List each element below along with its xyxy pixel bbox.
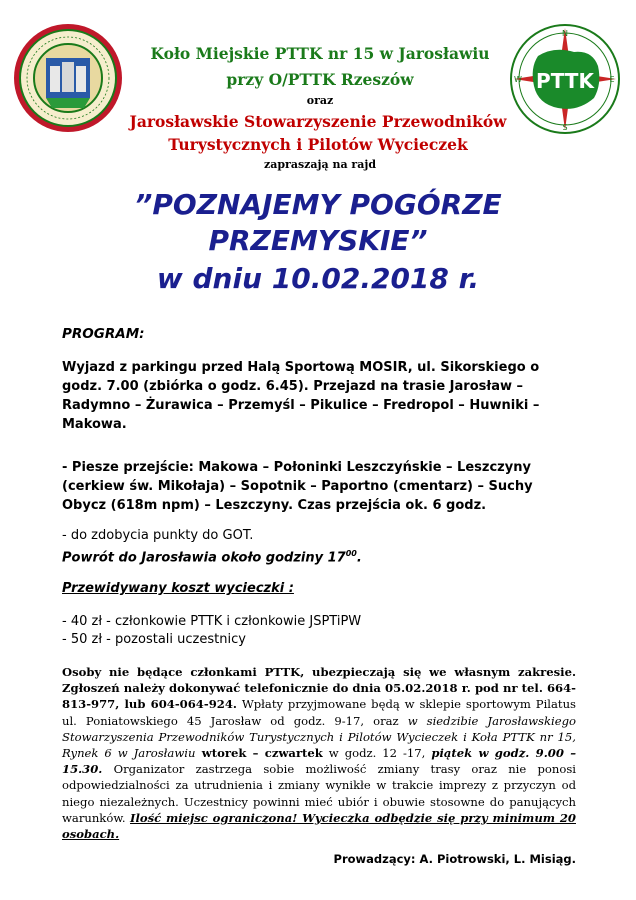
conjunction-text: oraz xyxy=(306,94,334,107)
svg-text:PTTK: PTTK xyxy=(536,69,594,93)
program-departure: Wyjazd z parkingu przed Halą Sportową MOSIR, ul. Sikorskiego o godz. 7.00 (zbiórka o godz. 6.45). Przejazd na trasie Jarosław – Radymno – Żurawica – Przemyśl – Pikulice – Fredropol – Huwniki – Makowa. xyxy=(62,360,540,432)
organizer-name-1: Koło Miejskie PTTK nr 15 w Jarosławiu xyxy=(150,44,490,63)
program-heading: PROGRAM: xyxy=(62,326,145,342)
program-return: Powrót do Jarosławia około godziny $17^{00}$. xyxy=(62,549,362,566)
organizer-name-3-line1: Jarosławskie Stowarzyszenie Przewodników xyxy=(129,112,507,131)
svg-text:W: W xyxy=(514,75,522,84)
event-title-line2: PRZEMYSKIE” xyxy=(208,224,428,257)
invitation-text: zapraszają na rajd xyxy=(263,158,377,171)
organizer-name-3-line2: Turystycznych i Pilotów Wycieczek xyxy=(168,135,468,154)
cost-item-members: - 40 zł - członkowie PTTK i członkowie JSPTiPW xyxy=(62,614,362,629)
cost-heading: Przewidywany koszt wycieczki : xyxy=(62,581,294,596)
cost-item-others: - 50 zł - pozostali uczestnicy xyxy=(62,632,246,647)
registration-info: Osoby nie będące członkami PTTK, ubezpieczają się we własnym zakresie. Zgłoszeń należy dokonywać telefonicznie do dnia 05.02.2018 r. pod nr tel. 664-813-977, lub 604-064-924. Wpłaty przyjmowane będą w sklepie sportowym Pilatus ul. Poniatowskiego 45 Jarosław od godz. 9-17, oraz w siedzibie Jarosławskiego Stowarzyszenia Przewodników Turystycznych i Pilotów Wycieczek i Koła PTTK nr 15, Rynek 6 w Jarosławiu wtorek – czwartek w godz. 12 -17, piątek w godz. 9.00 – 15.30. Organizator zastrzega sobie możliwość zmiany trasy oraz nie ponosi odpowiedzialności za utrudnienia i zmiany wynikłe w trakcie imprezy z przyczyn od niego niezależnych. Uczestnicy powinni mieć ubiór i obuwie stosowne do panujących warunków. Ilość miejsc ograniczona! Wycieczka odbędzie się przy minimum 20 osobach. xyxy=(62,665,577,842)
event-title-line1: ”POZNAJEMY POGÓRZE xyxy=(134,188,502,221)
organizer-name-2: przy O/PTTK Rzeszów xyxy=(226,70,414,89)
organizer-name-3 xyxy=(60,110,576,156)
svg-text:N: N xyxy=(562,29,568,38)
program-got-points: - do zdobycia punkty do GOT. xyxy=(62,528,254,543)
program-hike: - Piesze przejście: Makowa – Połoninki Leszczyńskie – Leszczyny (cerkiew św. Mikołaja) – Sopotnik – Paportno (cmentarz) – Suchy Obycz (618m npm) – Leszczyny. Czas przejścia ok. 6 godz. xyxy=(62,460,533,513)
event-date: w dniu 10.02.2018 r. xyxy=(156,262,480,295)
trip-leaders: Prowadzący: A. Piotrowski, L. Misiąg. xyxy=(333,852,576,866)
svg-text:S: S xyxy=(562,123,568,132)
svg-text:E: E xyxy=(609,75,615,84)
